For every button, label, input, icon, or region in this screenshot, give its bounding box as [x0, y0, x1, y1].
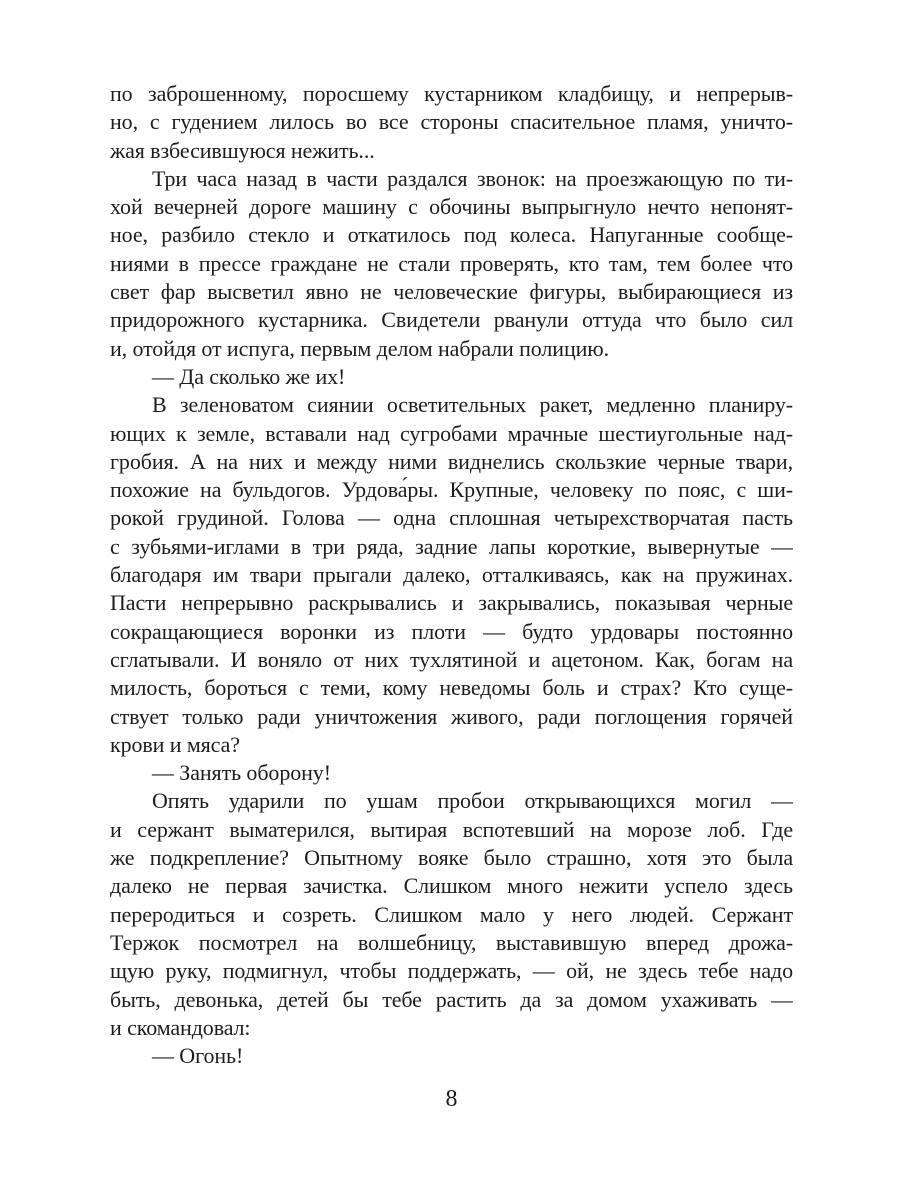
- text-line: ствует только ради уничтожения живого, ради поглощения горячей: [110, 703, 793, 729]
- text-line: и скомандовал:: [110, 1014, 251, 1040]
- text-line: же подкрепление? Опытному вояке было страшно, хотя это была: [110, 845, 793, 871]
- text-line: сглатывали. И воняло от них тухлятиной и ацетоном. Как, богам на: [110, 646, 793, 672]
- text-line: и сержант выматерился, вытирая вспотевший на морозе лоб. Где: [110, 816, 793, 842]
- text-line: сокращающиеся воронки из плоти — будто урдовары постоянно: [110, 618, 793, 644]
- text-line: крови и мяса?: [110, 731, 240, 757]
- text-line: ющих к земле, вставали над сугробами мрачные шестиугольные над-: [110, 420, 793, 446]
- text-line: по заброшенному, поросшему кустарником кладбищу, и непрерыв-: [110, 81, 793, 106]
- text-line: — Да сколько же их!: [152, 363, 346, 389]
- text-line: но, с гудением лилось во все стороны спасительное пламя, уничто-: [110, 109, 793, 135]
- text-line: переродиться и созреть. Слишком мало у него людей. Сержант: [110, 901, 793, 927]
- text-line: В зеленоватом сиянии осветительных ракет, медленно планиру-: [152, 392, 793, 418]
- text-line: Тержок посмотрел на волшебницу, выставившую вперед дрожа-: [110, 929, 793, 955]
- text-line: свет фар высветил явно не человеческие фигуры, выбирающиеся из: [110, 279, 793, 305]
- text-line: жая взбесившуюся нежить...: [110, 137, 375, 163]
- text-line: хой вечерней дороге машину с обочины выпрыгнуло нечто непонят-: [110, 194, 793, 220]
- text-line: ниями в прессе граждане не стали проверять, кто там, тем более что: [110, 250, 793, 276]
- text-line: похожие на бульдогов. Урдова́ры. Крупные, человеку по пояс, с ши-: [110, 477, 793, 503]
- text-line: Опять ударили по ушам пробои открывающихся могил —: [152, 788, 793, 814]
- text-line: ное, разбило стекло и откатилось под колеса. Напуганные сообще-: [110, 222, 793, 248]
- text-line: рокой грудиной. Голова — одна сплошная четырехстворчатая пасть: [110, 505, 793, 531]
- text-line: милость, бороться с теми, кому неведомы боль и страх? Кто суще-: [110, 675, 793, 701]
- page-number: 8: [445, 1086, 458, 1112]
- text-line: щую руку, подмигнул, чтобы поддержать, — ой, не здесь тебе надо: [110, 958, 793, 984]
- text-line: — Огонь!: [152, 1043, 244, 1069]
- text-line: Пасти непрерывно раскрывались и закрывались, показывая черные: [110, 590, 793, 616]
- text-line: и, отойдя от испуга, первым делом набрали полицию.: [110, 335, 610, 361]
- text-line: быть, девонька, детей бы тебе растить да за домом ухаживать —: [110, 986, 793, 1012]
- page-text: [110, 80, 793, 1070]
- text-line: благодаря им твари прыгали далеко, отталкиваясь, как на пружинах.: [110, 562, 793, 588]
- text-line: Три часа назад в части раздался звонок: на проезжающую по ти-: [152, 165, 793, 191]
- text-line: — Занять оборону!: [152, 760, 331, 786]
- text-line: далеко не первая зачистка. Слишком много нежити успело здесь: [110, 873, 793, 899]
- text-line: гробия. А на них и между ними виднелись скользкие черные твари,: [110, 448, 793, 474]
- text-line: с зубьями-иглами в три ряда, задние лапы короткие, вывернутые —: [110, 533, 793, 559]
- text-line: придорожного кустарника. Свидетели рванули оттуда что было сил: [110, 307, 793, 333]
